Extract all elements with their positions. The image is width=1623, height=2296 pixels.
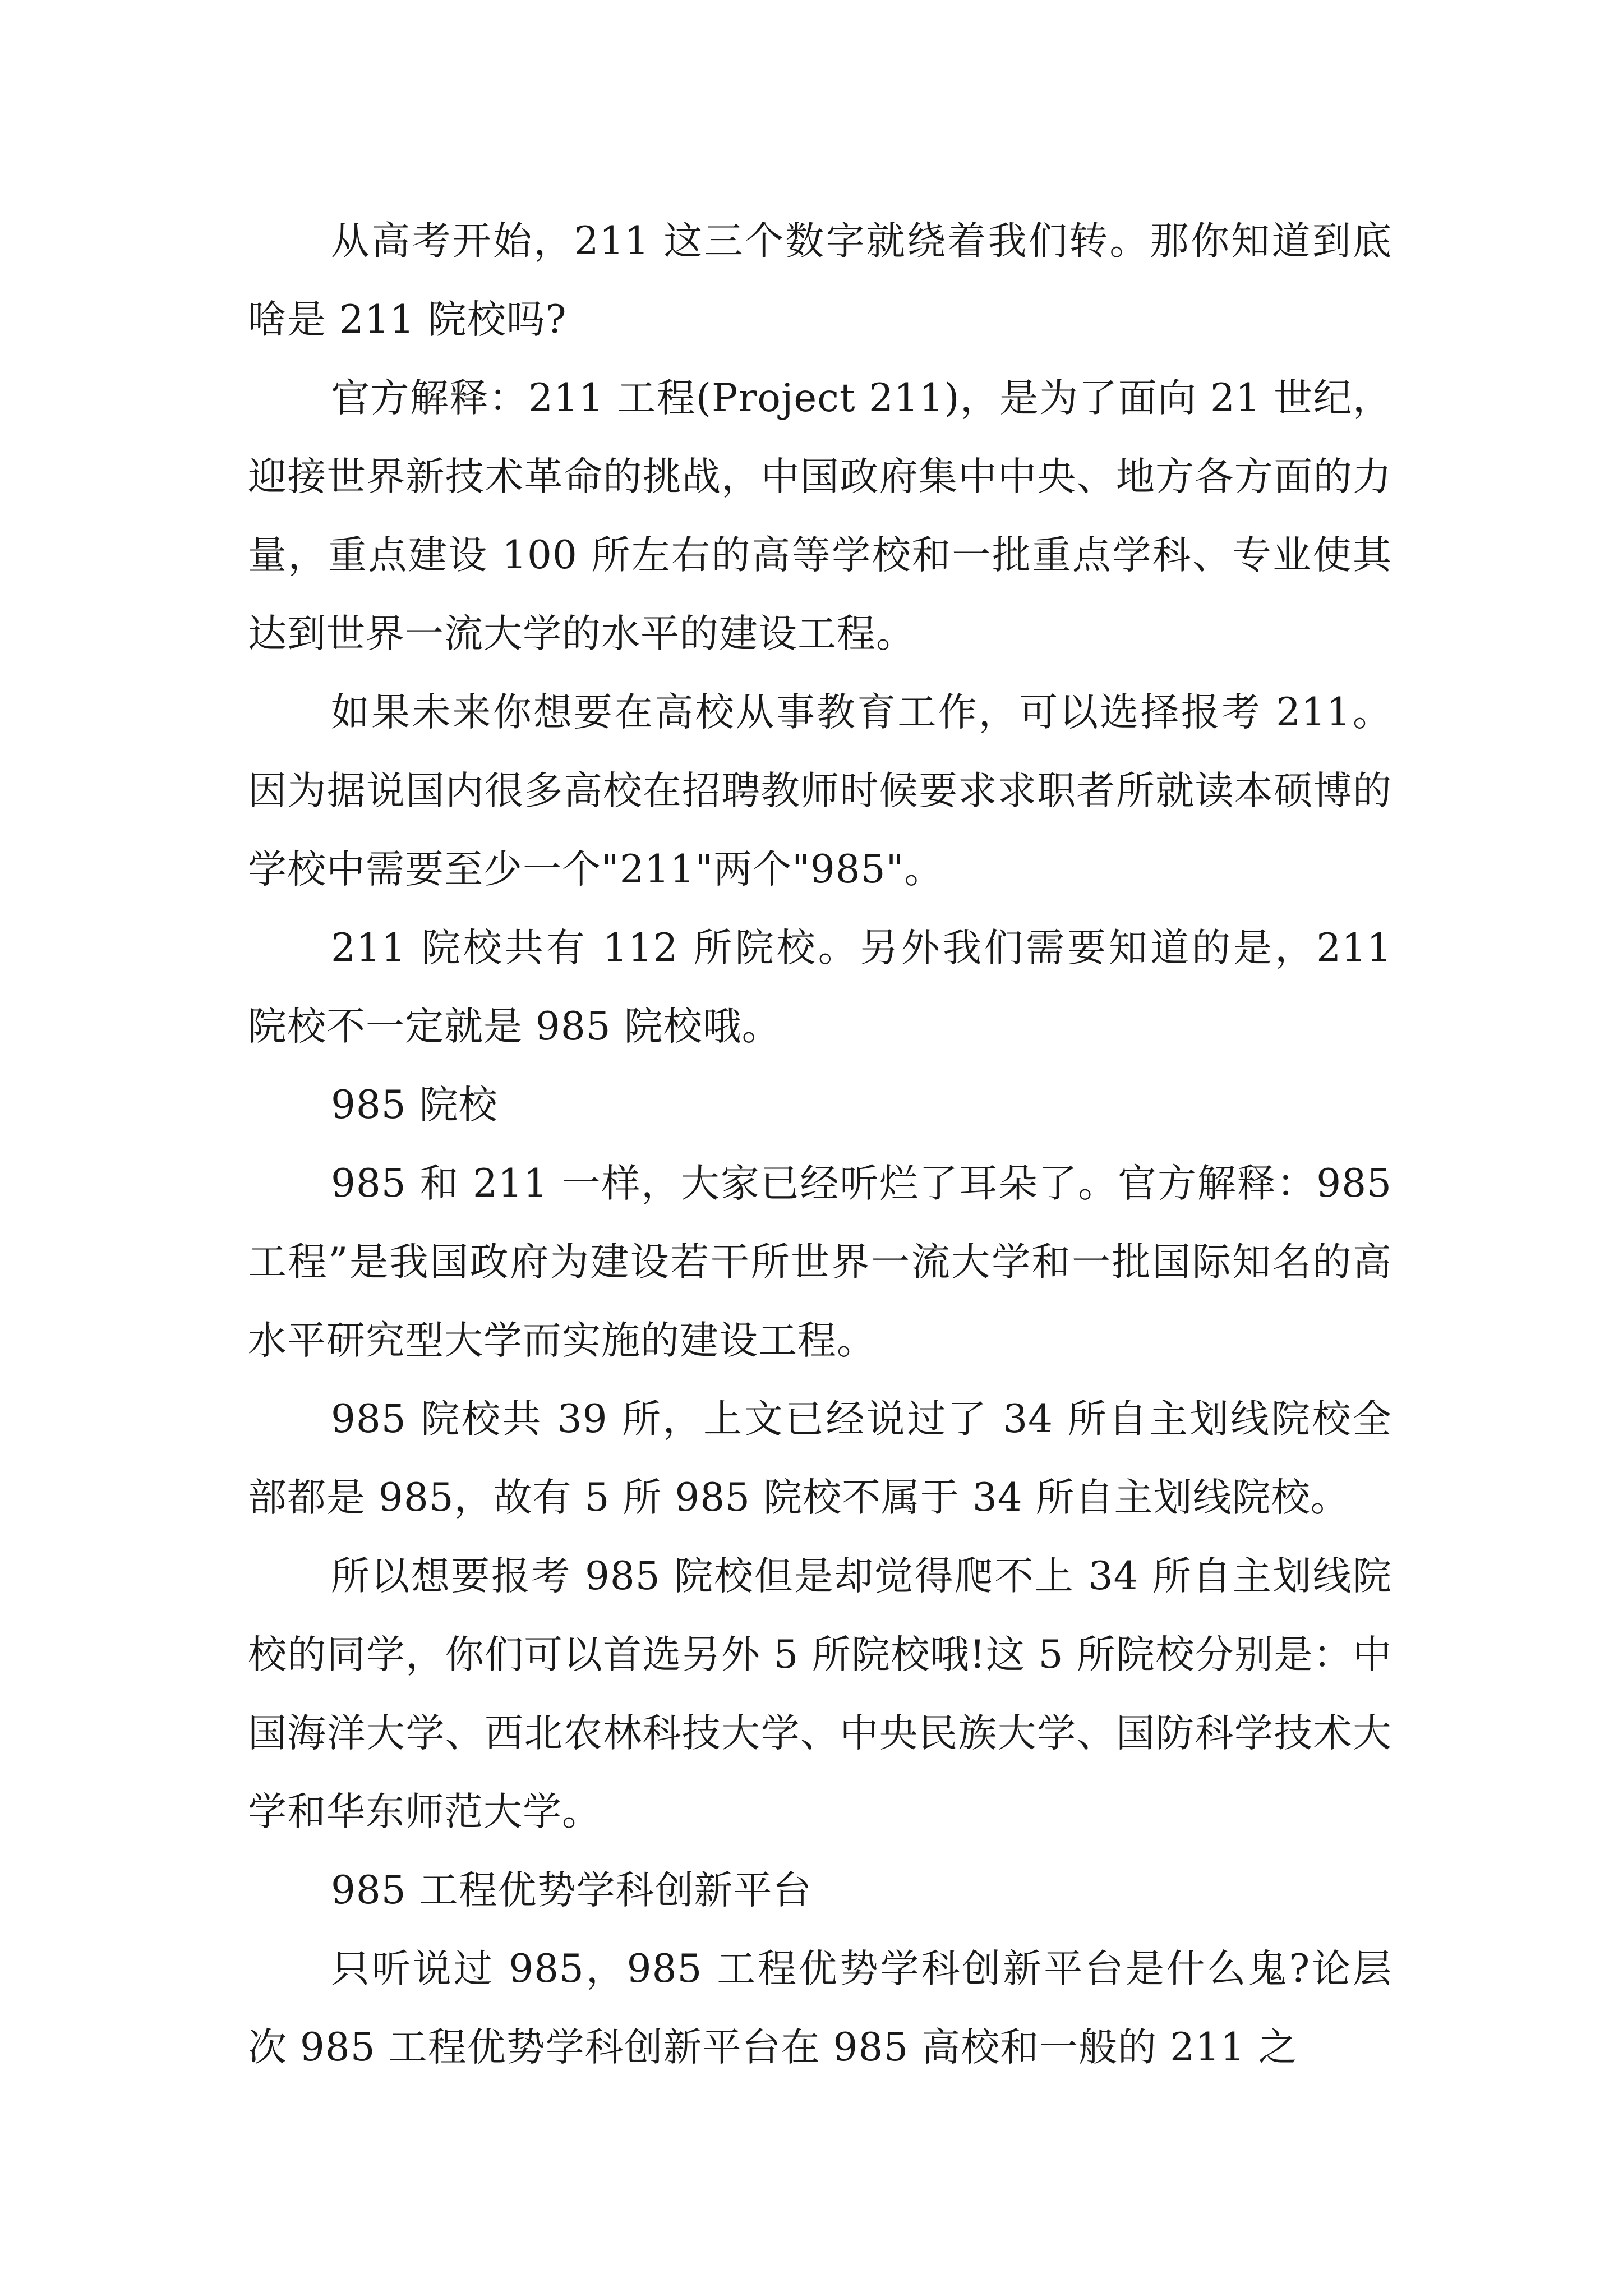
document-body — [248, 202, 1392, 2087]
paragraph-985-platform: 只听说过 985，985 工程优势学科创新平台是什么鬼?论层次 985 工程优势学科创新平台在 985 高校和一般的 211 之 — [248, 1947, 1392, 2070]
paragraph-intro: 从高考开始，211 这三个数字就绕着我们转。那你知道到底啥是 211 院校吗? — [248, 219, 1392, 342]
paragraph-211-count: 211 院校共有 112 所院校。另外我们需要知道的是，211 院校不一定就是 985 院校哦。 — [248, 926, 1392, 1049]
paragraph-985-five-schools: 所以想要报考 985 院校但是却觉得爬不上 34 所自主划线院校的同学，你们可以首选另外 5 所院校哦!这 5 所院校分别是：中国海洋大学、西北农林科技大学、中央民族大学、国防科学技术大学和华东师范大学。 — [248, 1554, 1392, 1834]
paragraph-211-teaching: 如果未来你想要在高校从事教育工作，可以选择报考 211。因为据说国内很多高校在招聘教师时候要求求职者所就读本硕博的学校中需要至少一个"211"两个"985"。 — [248, 690, 1392, 892]
heading-985-platform: 985 工程优势学科创新平台 — [331, 1868, 812, 1913]
paragraph-985-count: 985 院校共 39 所，上文已经说过了 34 所自主划线院校全部都是 985，故有 5 所 985 院校不属于 34 所自主划线院校。 — [248, 1397, 1392, 1520]
paragraph-985-definition: 985 和 211 一样，大家已经听烂了耳朵了。官方解释：985 工程”是我国政府为建设若干所世界一流大学和一批国际知名的高水平研究型大学而实施的建设工程。 — [248, 1161, 1392, 1363]
paragraph-211-definition: 官方解释：211 工程(Project 211)，是为了面向 21 世纪，迎接世界新技术革命的挑战，中国政府集中中央、地方各方面的力量，重点建设 100 所左右的高等学校和一批重点学科、专业使其达到世界一流大学的水平的建设工程。 — [248, 376, 1392, 656]
heading-985: 985 院校 — [331, 1083, 498, 1128]
